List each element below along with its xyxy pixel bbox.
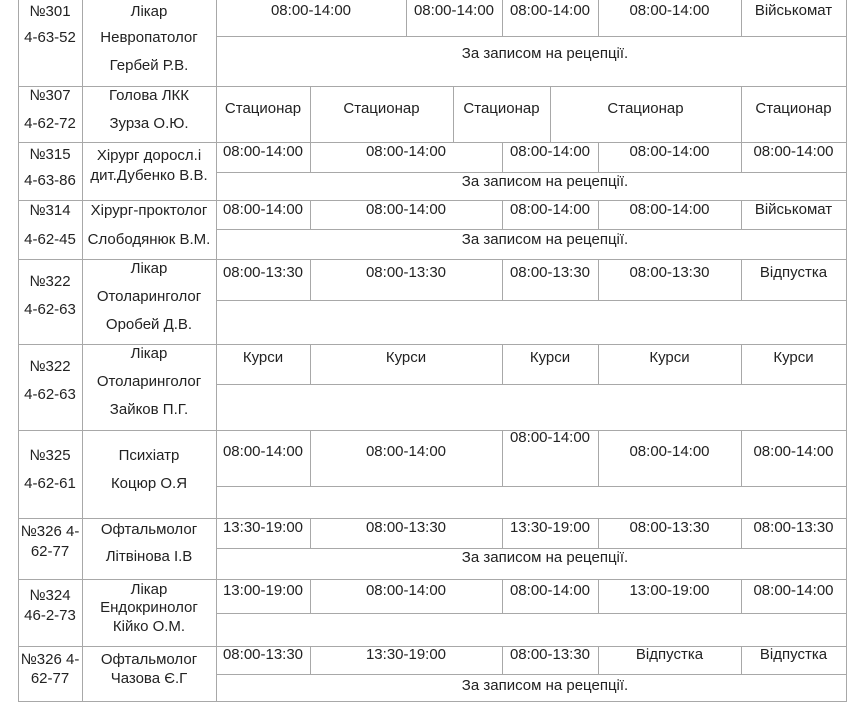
room-line: №326 4-: [20, 651, 80, 668]
day-cell: 08:00-13:30: [222, 264, 304, 281]
grid-line: [216, 36, 847, 37]
room-line: №301: [29, 3, 71, 20]
grid-line: [310, 430, 311, 486]
day-cell: 08:00-14:00: [222, 201, 304, 218]
day-cell: 08:00-13:30: [222, 646, 304, 663]
day-cell: 08:00-13:30: [629, 264, 710, 281]
day-cell: 08:00-13:30: [365, 264, 447, 281]
day-cell: 08:00-13:30: [365, 519, 447, 536]
day-cell: 08:00-13:30: [753, 519, 834, 536]
grid-line: [310, 518, 311, 548]
grid-line: [598, 142, 599, 172]
grid-line: [310, 142, 311, 172]
day-cell: 08:00-14:00: [365, 201, 447, 218]
room-line: 4-63-52: [24, 29, 76, 46]
grid-line: [598, 518, 599, 548]
note-text: За записом на рецепції.: [461, 677, 629, 694]
day-cell: 08:00-14:00: [222, 443, 304, 460]
doctor-line: Лікар: [130, 3, 168, 20]
day-cell: 08:00-13:30: [509, 646, 591, 663]
grid-line: [310, 86, 311, 142]
day-cell: 13:00-19:00: [629, 582, 710, 599]
day-cell: 13:30-19:00: [365, 646, 447, 663]
grid-line: [741, 86, 742, 142]
day-cell: Курси: [385, 349, 427, 366]
grid-line: [216, 300, 847, 301]
room-line: №325: [29, 447, 71, 464]
doctor-line: Офтальмолог: [100, 651, 198, 668]
grid-line: [216, 613, 847, 614]
grid-line: [502, 579, 503, 613]
grid-line: [310, 200, 311, 229]
doctor-line: Коцюр О.Я: [110, 475, 188, 492]
day-cell: 08:00-14:00: [629, 443, 710, 460]
room-line: №315: [29, 146, 71, 163]
grid-line: [502, 430, 503, 486]
day-cell: 08:00-14:00: [365, 143, 447, 160]
day-cell: 08:00-14:00: [509, 201, 591, 218]
grid-line: [741, 142, 742, 172]
day-cell: 08:00-14:00: [509, 143, 591, 160]
grid-line: [502, 142, 503, 172]
room-line: 4-62-72: [24, 115, 76, 132]
day-cell: 08:00-14:00: [629, 2, 710, 19]
day-cell: Відпустка: [635, 646, 704, 663]
day-cell: Стационар: [463, 100, 540, 117]
day-cell: 08:00-13:30: [629, 519, 710, 536]
room-line: 4-63-86: [24, 172, 76, 189]
grid-line: [82, 0, 83, 701]
grid-line: [741, 259, 742, 300]
room-line: 62-77: [30, 543, 70, 560]
day-cell: 13:30-19:00: [222, 519, 304, 536]
day-cell: Стационар: [224, 100, 302, 117]
doctor-line: Офтальмолог: [100, 521, 198, 538]
room-line: №324: [29, 587, 71, 604]
grid-line: [216, 229, 847, 230]
day-cell: Курси: [649, 349, 690, 366]
grid-line: [216, 0, 217, 701]
doctor-line: Слободянюк В.М.: [87, 231, 211, 248]
day-cell: Курси: [529, 349, 571, 366]
grid-line: [598, 579, 599, 613]
day-cell: Курси: [773, 349, 814, 366]
doctor-line: Лікар: [130, 345, 168, 362]
doctor-line: Зурза О.Ю.: [109, 115, 189, 132]
grid-line: [18, 0, 19, 701]
room-line: 4-62-61: [24, 475, 76, 492]
doctor-line: Кійко О.М.: [112, 618, 186, 635]
grid-line: [598, 259, 599, 300]
room-line: 4-62-63: [24, 386, 76, 403]
grid-line: [741, 344, 742, 384]
note-text: За записом на рецепції.: [461, 45, 629, 62]
grid-line: [502, 259, 503, 300]
grid-line: [598, 430, 599, 486]
day-cell: Стационар: [607, 100, 684, 117]
doctor-line: Лікар: [130, 260, 168, 277]
day-cell: 08:00-14:00: [629, 201, 710, 218]
grid-line: [741, 0, 742, 36]
doctor-line: Літвінова І.В: [105, 548, 193, 565]
day-cell: Відпустка: [759, 646, 828, 663]
day-cell: 08:00-14:00: [413, 2, 495, 19]
day-cell: 08:00-14:00: [753, 143, 834, 160]
doctor-line: Гербей Р.В.: [109, 57, 189, 74]
day-cell: Відпустка: [759, 264, 828, 281]
day-cell: 08:00-14:00: [753, 443, 834, 460]
grid-line: [550, 86, 551, 142]
note-text: За записом на рецепції.: [461, 231, 629, 248]
doctor-line: дит.Дубенко В.В.: [90, 167, 208, 184]
doctor-line: Ендокринолог: [100, 599, 198, 616]
grid-line: [741, 579, 742, 613]
day-cell: Військомат: [754, 201, 833, 218]
grid-line: [502, 344, 503, 384]
grid-line: [453, 86, 454, 142]
grid-line: [741, 518, 742, 548]
grid-line: [18, 430, 847, 431]
doctor-line: Отоларинголог: [96, 373, 202, 390]
grid-line: [741, 200, 742, 229]
day-cell: 08:00-14:00: [509, 429, 591, 446]
room-line: №326 4-: [20, 523, 80, 540]
grid-line: [598, 344, 599, 384]
doctor-line: Отоларинголог: [96, 288, 202, 305]
day-cell: Стационар: [343, 100, 420, 117]
grid-line: [502, 518, 503, 548]
grid-line: [18, 579, 847, 580]
day-cell: 08:00-14:00: [509, 2, 591, 19]
grid-line: [741, 646, 742, 674]
room-line: 62-77: [30, 670, 70, 687]
room-line: 4-62-63: [24, 301, 76, 318]
day-cell: 13:30-19:00: [509, 519, 591, 536]
doctor-line: Хірург доросл.і: [96, 147, 202, 164]
grid-line: [502, 0, 503, 36]
grid-line: [502, 646, 503, 674]
grid-line: [598, 646, 599, 674]
room-line: 46-2-73: [24, 607, 76, 624]
doctor-line: Чазова Є.Г: [110, 670, 188, 687]
grid-line: [310, 259, 311, 300]
day-cell: Стационар: [755, 100, 832, 117]
room-line: №322: [29, 358, 71, 375]
doctor-line: Зайков П.Г.: [109, 401, 189, 418]
grid-line: [310, 646, 311, 674]
doctor-line: Оробей Д.В.: [105, 316, 193, 333]
grid-line: [598, 0, 599, 36]
grid-line: [216, 486, 847, 487]
grid-line: [846, 0, 847, 701]
grid-line: [598, 200, 599, 229]
day-cell: 13:00-19:00: [222, 582, 304, 599]
doctor-line: Голова ЛКК: [108, 87, 190, 104]
day-cell: 08:00-14:00: [222, 143, 304, 160]
day-cell: Військомат: [754, 2, 833, 19]
grid-line: [216, 674, 847, 675]
grid-line: [216, 384, 847, 385]
day-cell: 08:00-14:00: [365, 582, 447, 599]
day-cell: 08:00-14:00: [509, 582, 591, 599]
day-cell: 08:00-14:00: [365, 443, 447, 460]
doctor-line: Лікар: [130, 581, 168, 598]
room-line: №307: [29, 87, 71, 104]
doctor-line: Психіатр: [118, 447, 180, 464]
day-cell: 08:00-14:00: [753, 582, 834, 599]
day-cell: 08:00-13:30: [509, 264, 591, 281]
grid-line: [502, 200, 503, 229]
grid-line: [310, 344, 311, 384]
day-cell: Курси: [242, 349, 284, 366]
grid-line: [406, 0, 407, 36]
note-text: За записом на рецепції.: [461, 173, 629, 190]
doctor-line: Хірург-проктолог: [90, 202, 208, 219]
doctor-line: Невропатолог: [100, 29, 198, 46]
day-cell: 08:00-14:00: [270, 2, 352, 19]
note-text: За записом на рецепції.: [461, 549, 629, 566]
room-line: №314: [29, 202, 71, 219]
room-line: 4-62-45: [24, 231, 76, 248]
grid-line: [741, 430, 742, 486]
room-line: №322: [29, 273, 71, 290]
grid-line: [310, 579, 311, 613]
day-cell: 08:00-14:00: [629, 143, 710, 160]
